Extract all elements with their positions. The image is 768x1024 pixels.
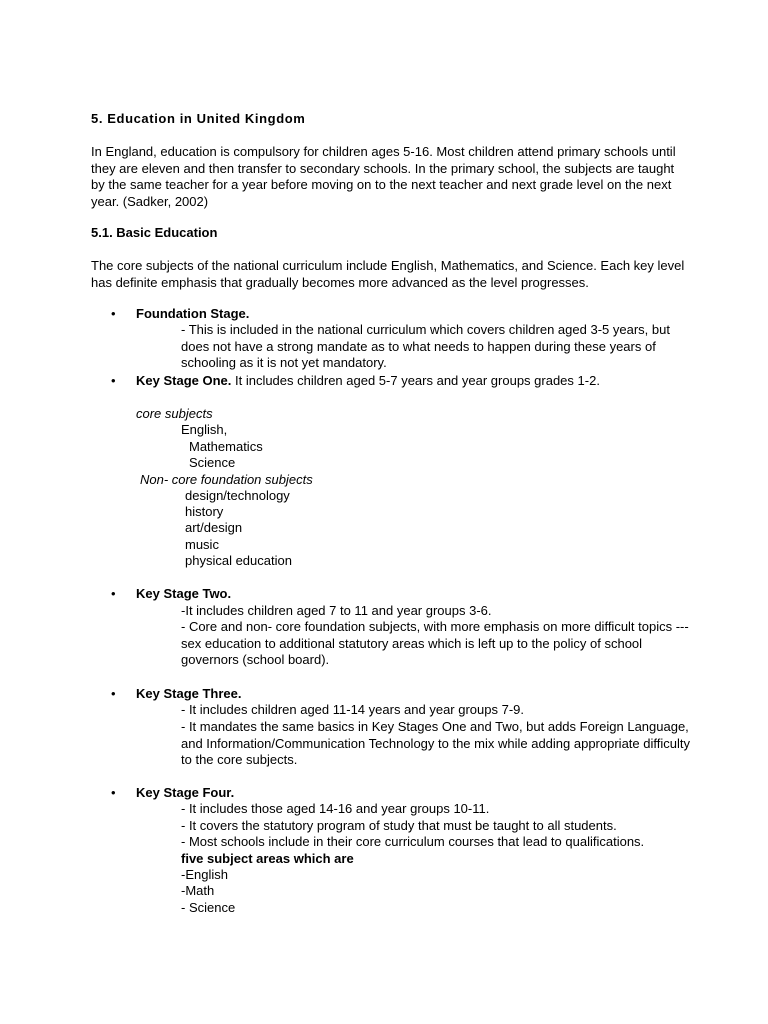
noncore-item-physical-education: physical education	[185, 553, 292, 568]
bullet-ks4: •	[111, 785, 116, 800]
intro-paragraph: In England, education is compulsory for children ages 5-16. Most children attend primary schools until they are eleven and then transfer to secondary schools. In the primary school, the subjects are taught by the same teacher for a year before moving on to the next teacher and next grade level on the next year. (Sadker, 2002)	[91, 144, 676, 209]
foundation-text: - This is included in the national curriculum which covers children aged 3-5 years, but does not have a strong mandate as to what needs to happen during these years of schooling as it is not yet mandatory.	[181, 322, 670, 370]
ks3-line-1: - It includes children aged 11-14 years and year groups 7-9.	[181, 702, 525, 717]
ks3-heading: Key Stage Three.	[136, 686, 242, 701]
ks4-item-english: -English	[181, 867, 228, 882]
ks2-heading: Key Stage Two.	[136, 586, 232, 601]
noncore-item-music: music	[185, 537, 219, 552]
bullet-ks1: •	[111, 373, 116, 388]
noncore-item-history: history	[185, 504, 224, 519]
core-subjects-paragraph: The core subjects of the national curriculum include English, Mathematics, and Science. Each key level has definite emphasis that gradually becomes more advanced as the level progresses.	[91, 258, 685, 290]
ks4-line-3: - Most schools include in their core curriculum courses that lead to qualifications.	[181, 834, 645, 849]
ks1-heading: Key Stage One. It includes children aged 5-7 years and year groups grades 1-2.	[136, 373, 600, 388]
ks4-line-1: - It includes those aged 14-16 and year groups 10-11.	[181, 801, 490, 816]
core-item-english: English,	[181, 422, 228, 437]
ks3-line-2: - It mandates the same basics in Key Stages One and Two, but adds Foreign Language, and Information/Communication Technology to the mix while adding appropriate difficulty to the core subjects.	[181, 719, 690, 767]
bullet-foundation: •	[111, 306, 116, 321]
ks4-item-science: - Science	[181, 900, 236, 915]
ks2-line-2: - Core and non- core foundation subjects, with more emphasis on more difficult topics --- sex education to additional statutory areas which is left up to the policy of school governors (school board).	[181, 619, 689, 667]
ks1-description: It includes children aged 5-7 years and year groups grades 1-2.	[231, 373, 600, 388]
noncore-item-art-design: art/design	[185, 520, 243, 535]
noncore-subjects-label: Non- core foundation subjects	[140, 472, 313, 487]
noncore-item-design-technology: design/technology	[185, 488, 290, 503]
ks2-line-1: -It includes children aged 7 to 11 and year groups 3-6.	[181, 603, 492, 618]
subsection-heading: 5.1. Basic Education	[91, 225, 218, 240]
bullet-ks2: •	[111, 586, 116, 601]
core-subjects-label: core subjects	[136, 406, 213, 421]
ks4-heading: Key Stage Four.	[136, 785, 235, 800]
bullet-ks3: •	[111, 686, 116, 701]
ks4-subject-areas-label: five subject areas which are	[181, 851, 354, 866]
core-item-mathematics: Mathematics	[189, 439, 263, 454]
section-title: 5. Education in United Kingdom	[91, 111, 306, 126]
ks4-item-math: -Math	[181, 883, 215, 898]
foundation-heading: Foundation Stage.	[136, 306, 250, 321]
core-item-science: Science	[189, 455, 236, 470]
ks4-line-2: - It covers the statutory program of study that must be taught to all students.	[181, 818, 617, 833]
